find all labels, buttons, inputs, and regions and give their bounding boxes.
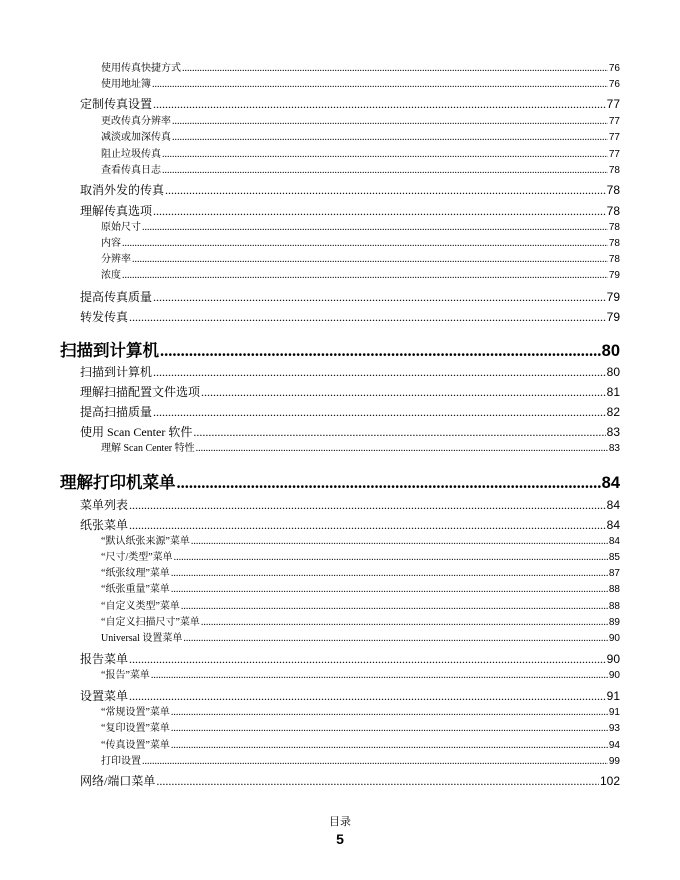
toc-entry-page-number: 77	[608, 116, 620, 127]
toc-entry-title: 更改传真分辨率	[101, 116, 171, 127]
toc-section-entry[interactable]	[80, 203, 620, 220]
dot-leader	[129, 497, 606, 514]
toc-entry-title: 理解打印机菜单	[60, 473, 176, 492]
toc-entry-title: “复印设置”菜单	[101, 723, 170, 734]
toc-section-entry[interactable]	[80, 182, 620, 199]
dot-leader	[165, 182, 606, 199]
toc-entry-title: 浓度	[101, 270, 121, 281]
toc-section-entry[interactable]	[80, 517, 620, 534]
toc-entry-page-number: 90	[608, 670, 620, 681]
dot-leader	[172, 115, 608, 129]
toc-entry-page-number: 76	[608, 79, 620, 90]
dot-leader	[171, 739, 608, 753]
toc-entry-title: “常规设置”菜单	[101, 707, 170, 718]
toc-entry-page-number: 78	[608, 254, 620, 265]
toc-entry-page-number: 77	[608, 149, 620, 160]
toc-section-entry[interactable]	[80, 309, 620, 326]
dot-leader	[201, 384, 606, 401]
toc-entry-title: 设置菜单	[80, 689, 129, 703]
toc-entry-title: “纸张重量”菜单	[101, 584, 170, 595]
dot-leader	[152, 78, 608, 92]
toc-entry-page-number: 91	[608, 707, 620, 718]
dot-leader	[122, 269, 608, 283]
toc-entry-page-number: 79	[606, 310, 620, 324]
toc-subsection-entry[interactable]	[101, 535, 620, 549]
dot-leader	[129, 517, 606, 534]
toc-entry-page-number: 88	[608, 601, 620, 612]
toc-entry-page-number: 79	[608, 270, 620, 281]
dot-leader	[153, 203, 606, 220]
toc-entry-title: 理解扫描配置文件选项	[80, 385, 201, 399]
toc-entry-title: 转发传真	[80, 310, 129, 324]
toc-subsection-entry[interactable]	[101, 567, 620, 581]
toc-entry-page-number: 90	[606, 652, 620, 666]
toc-subsection-entry[interactable]	[101, 632, 620, 646]
footer-page-number: 5	[336, 831, 344, 847]
dot-leader	[177, 472, 601, 494]
dot-leader	[183, 632, 607, 646]
toc-entry-title: 提高扫描质量	[80, 405, 153, 419]
dot-leader	[201, 616, 608, 630]
dot-leader	[171, 567, 608, 581]
dot-leader	[171, 583, 608, 597]
dot-leader	[142, 221, 608, 235]
toc-entry-title: 使用地址簿	[101, 79, 151, 90]
toc-entry-page-number: 78	[608, 238, 620, 249]
toc-entry-page-number: 77	[608, 132, 620, 143]
toc-entry-page-number: 85	[608, 552, 620, 563]
dot-leader	[172, 131, 608, 145]
toc-entry-page-number: 81	[606, 385, 620, 399]
toc-entry-title: 分辨率	[101, 254, 131, 265]
toc-subsection-entry[interactable]	[101, 600, 620, 614]
toc-entry-page-number: 84	[608, 536, 620, 547]
dot-leader	[153, 404, 606, 421]
toc-subsection-entry[interactable]	[101, 706, 620, 720]
toc-entry-title: “自定义类型”菜单	[101, 601, 180, 612]
toc-entry-page-number: 102	[599, 774, 620, 788]
dot-leader	[153, 364, 606, 381]
dot-leader	[129, 309, 606, 326]
toc-entry-page-number: 88	[608, 584, 620, 595]
toc-subsection-entry[interactable]	[101, 131, 620, 145]
toc-entry-title: 打印设置	[101, 756, 141, 767]
dot-leader	[191, 535, 608, 549]
toc-subsection-entry[interactable]	[101, 442, 620, 456]
toc-entry-title: 内容	[101, 238, 121, 249]
dot-leader	[193, 424, 605, 441]
dot-leader	[162, 164, 608, 178]
toc-subsection-entry[interactable]	[101, 237, 620, 251]
toc-entry-title: 使用传真快捷方式	[101, 63, 181, 74]
toc-entry-page-number: 87	[608, 568, 620, 579]
toc-entry-page-number: 84	[601, 474, 620, 492]
dot-leader	[142, 755, 608, 769]
toc-entry-title: 纸张菜单	[80, 518, 129, 532]
dot-leader	[162, 148, 608, 162]
toc-entry-title: 取消外发的传真	[80, 183, 165, 197]
toc-entry-title: “传真设置”菜单	[101, 740, 170, 751]
toc-subsection-entry[interactable]	[101, 253, 620, 267]
toc-entry-page-number: 99	[608, 756, 620, 767]
toc-chapter-entry[interactable]	[60, 472, 620, 494]
toc-entry-page-number: 78	[608, 165, 620, 176]
toc-subsection-entry[interactable]	[101, 755, 620, 769]
toc-subsection-entry[interactable]	[101, 583, 620, 597]
toc-entry-title: “尺寸/类型”菜单	[101, 552, 173, 563]
toc-section-entry[interactable]	[80, 289, 620, 306]
toc-entry-title: 阻止垃圾传真	[101, 149, 161, 160]
toc-section-entry[interactable]	[80, 651, 620, 668]
toc-entry-page-number: 80	[606, 365, 620, 379]
toc-entry-title: 定制传真设置	[80, 97, 153, 111]
toc-entry-page-number: 79	[606, 290, 620, 304]
toc-subsection-entry[interactable]	[101, 62, 620, 76]
dot-leader	[129, 651, 606, 668]
toc-entry-page-number: 93	[608, 723, 620, 734]
toc-entry-title: 提高传真质量	[80, 290, 153, 304]
toc-section-entry[interactable]	[80, 96, 620, 113]
toc-subsection-entry[interactable]	[101, 221, 620, 235]
toc-section-entry[interactable]	[80, 497, 620, 514]
toc-entry-page-number: 80	[601, 342, 620, 360]
toc-entry-page-number: 84	[606, 498, 620, 512]
toc-entry-page-number: 84	[606, 518, 620, 532]
toc-subsection-entry[interactable]	[101, 739, 620, 753]
dot-leader	[129, 688, 606, 705]
dot-leader	[132, 253, 608, 267]
toc-subsection-entry[interactable]	[101, 115, 620, 129]
dot-leader	[171, 722, 608, 736]
toc-entry-title: “纸张纹理”菜单	[101, 568, 170, 579]
toc-entry-title: 查看传真日志	[101, 165, 161, 176]
toc-entry-title: “自定义扫描尺寸”菜单	[101, 617, 200, 628]
toc-entry-page-number: 91	[606, 689, 620, 703]
dot-leader	[171, 706, 608, 720]
dot-leader	[156, 773, 599, 790]
dot-leader	[151, 669, 608, 683]
toc-entry-page-number: 82	[606, 405, 620, 419]
dot-leader	[122, 237, 608, 251]
toc-entry-page-number: 78	[606, 183, 620, 197]
footer-label: 目录	[329, 816, 351, 828]
dot-leader	[181, 600, 608, 614]
toc-entry-page-number: 78	[606, 204, 620, 218]
toc-entry-title: “报告”菜单	[101, 670, 150, 681]
dot-leader	[196, 442, 608, 456]
toc-section-entry[interactable]	[80, 688, 620, 705]
toc-subsection-entry[interactable]	[101, 269, 620, 283]
toc-subsection-entry[interactable]	[101, 551, 620, 565]
toc-entry-title: 报告菜单	[80, 652, 129, 666]
toc-subsection-entry[interactable]	[101, 78, 620, 92]
toc-entry-title: 原始尺寸	[101, 222, 141, 233]
toc-section-entry[interactable]	[80, 424, 620, 441]
toc-subsection-entry[interactable]	[101, 616, 620, 630]
toc-entry-title: 扫描到计算机	[60, 341, 159, 360]
dot-leader	[160, 340, 601, 362]
toc-entry-page-number: 90	[608, 633, 620, 644]
toc-entry-title: 使用 Scan Center 软件	[80, 425, 193, 439]
toc-subsection-entry[interactable]	[101, 669, 620, 683]
toc-entry-title: Universal 设置菜单	[101, 633, 183, 644]
dot-leader	[153, 96, 606, 113]
toc-entry-page-number: 89	[608, 617, 620, 628]
toc-entry-title: 扫描到计算机	[80, 365, 153, 379]
toc-entry-page-number: 83	[608, 443, 620, 454]
dot-leader	[182, 62, 608, 76]
toc-entry-title: 网络/端口菜单	[80, 774, 156, 788]
dot-leader	[153, 289, 606, 306]
toc-entry-title: 减淡或加深传真	[101, 132, 171, 143]
toc-section-entry[interactable]	[80, 384, 620, 401]
toc-chapter-entry[interactable]	[60, 340, 620, 362]
toc-entry-page-number: 94	[608, 740, 620, 751]
toc-entry-page-number: 76	[608, 63, 620, 74]
toc-entry-page-number: 77	[606, 97, 620, 111]
toc-section-entry[interactable]	[80, 404, 620, 421]
toc-section-entry[interactable]	[80, 773, 620, 790]
dot-leader	[174, 551, 608, 565]
toc-entry-title: 理解传真选项	[80, 204, 153, 218]
toc-entry-title: 理解 Scan Center 特性	[101, 443, 195, 454]
toc-entry-title: “默认纸张来源”菜单	[101, 536, 190, 547]
toc-entry-page-number: 83	[606, 425, 620, 439]
toc-subsection-entry[interactable]	[101, 148, 620, 162]
toc-entry-title: 菜单列表	[80, 498, 129, 512]
toc-section-entry[interactable]	[80, 364, 620, 381]
toc-subsection-entry[interactable]	[101, 164, 620, 178]
toc-entry-page-number: 78	[608, 222, 620, 233]
toc-subsection-entry[interactable]	[101, 722, 620, 736]
